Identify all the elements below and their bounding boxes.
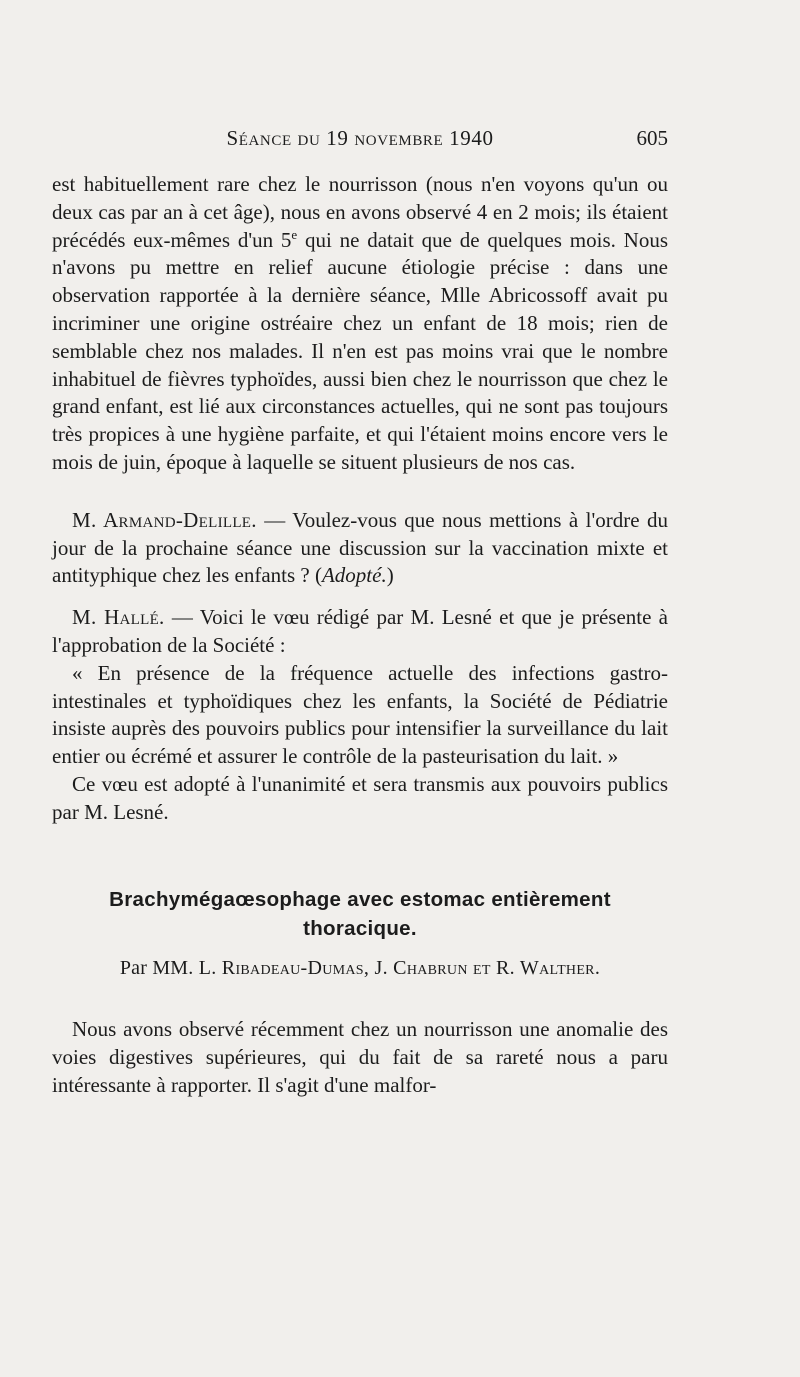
article-title-line-1: Brachymégaœsophage avec estomac entièrement <box>109 887 611 911</box>
article-authors <box>52 955 668 983</box>
paragraph-continuation <box>52 171 668 477</box>
paragraph-text-b: qui ne datait que de quelques mois. Nous n'avons pu mettre en relief aucune étiologie précise : dans une observation rapportée à la dernière séance, Mlle Abricossoff avait pu incriminer une origine ostréaire chez un enfant de 18 mois; rien de semblable chez nos malades. Il n'en est pas moins vrai que le nombre inhabituel de fièvres typhoïdes, aussi bien chez le nourrisson que chez le grand enfant, est lié aux circonstances actuelles, qui ne sont pas toujours très propices à une hygiène parfaite, et qui l'étaient moins encore vers le mois de juin, époque à laquelle se situent plusieurs de nos cas. <box>52 227 668 474</box>
paragraph-close: ) <box>386 563 394 588</box>
page-body <box>52 171 668 1100</box>
page-header <box>52 126 668 156</box>
paragraph-text: — Voulez-vous que nous mettions à l'ordre du jour de la prochaine séance une discussion sur la vaccination mixte et antityphique chez les enfants ? ( <box>52 507 668 588</box>
paragraph-armand-delille <box>52 507 668 590</box>
paragraph-text-a: est habituellement rare chez le nourrisson (nous n'en voyons qu'un ou deux cas par an à cet âge), nous en avons observé 4 en 2 mois; ils étaient précédés eux-mêmes d'un 5 <box>52 172 668 252</box>
article-title-line-2: thoracique. <box>303 916 417 940</box>
page-number: 605 <box>636 126 668 150</box>
speaker-name: M. Hallé. <box>72 605 165 630</box>
paragraph-adoption: Ce vœu est adopté à l'unanimité et sera transmis aux pouvoirs publics par M. Lesné. <box>52 771 668 824</box>
authors-prefix: Par MM. <box>119 956 199 979</box>
italic-note: Adopté. <box>321 563 387 588</box>
paragraph-text: — Voici le vœu rédigé par M. Lesné et que je présente à l'approbation de la Société : <box>52 605 668 657</box>
article-title <box>52 885 668 943</box>
article-first-paragraph: Nous avons observé récemment chez un nourrisson une anomalie des voies digestives supérieures, qui du fait de sa rareté nous a paru intéressante à rapporter. Il s'agit d'une malfor- <box>52 1017 668 1097</box>
superscript: e <box>291 226 298 242</box>
running-head: Séance du 19 novembre 1940 <box>226 126 494 150</box>
speaker-name: M. Armand-Delille. <box>72 507 257 532</box>
paragraph-halle <box>52 604 668 660</box>
authors-names: L. Ribadeau-Dumas, J. Chabrun et R. Walther. <box>198 956 601 979</box>
paragraph-resolution-quote: « En présence de la fréquence actuelle des infections gastro-intestinales et typhoïdiques chez les enfants, la Société de Pédiatrie insiste auprès des pouvoirs publics pour intensifier la surveillance du lait entier ou écrémé et assurer le contrôle de la pasteurisation du lait. » <box>52 660 668 769</box>
